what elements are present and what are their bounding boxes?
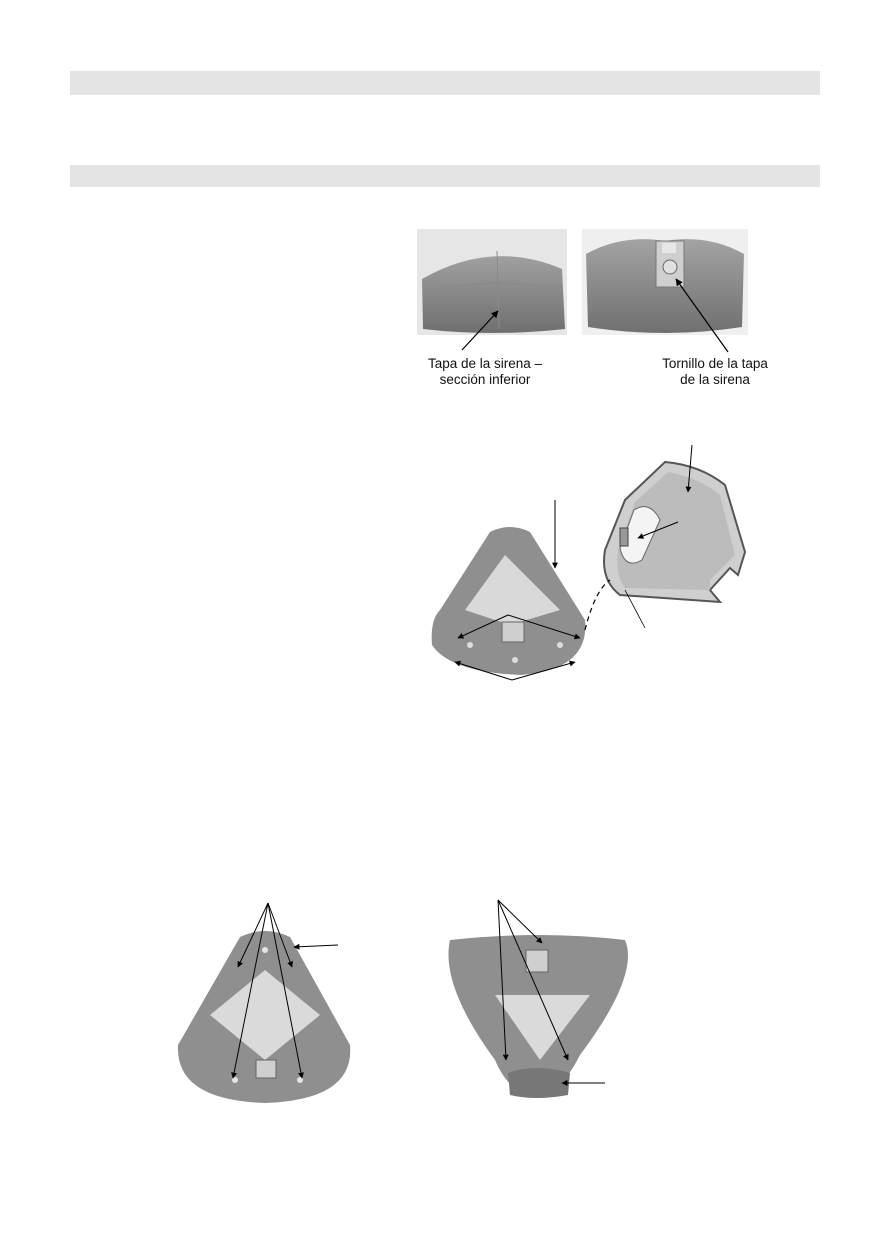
caption-siren-cover-screw xyxy=(615,356,815,388)
caption-line: Tapa de la sirena – xyxy=(427,356,543,371)
caption-siren-cover-bottom xyxy=(380,356,590,388)
siren-base-mounting-holes-right xyxy=(440,895,640,1105)
caption-line: sección inferior xyxy=(439,372,531,387)
siren-base-with-cover-diagram xyxy=(420,440,760,690)
caption-line: de la sirena xyxy=(680,372,750,387)
siren-base-mounting-holes-left xyxy=(170,895,360,1110)
caption-line: Tornillo de la tapa xyxy=(662,356,768,371)
